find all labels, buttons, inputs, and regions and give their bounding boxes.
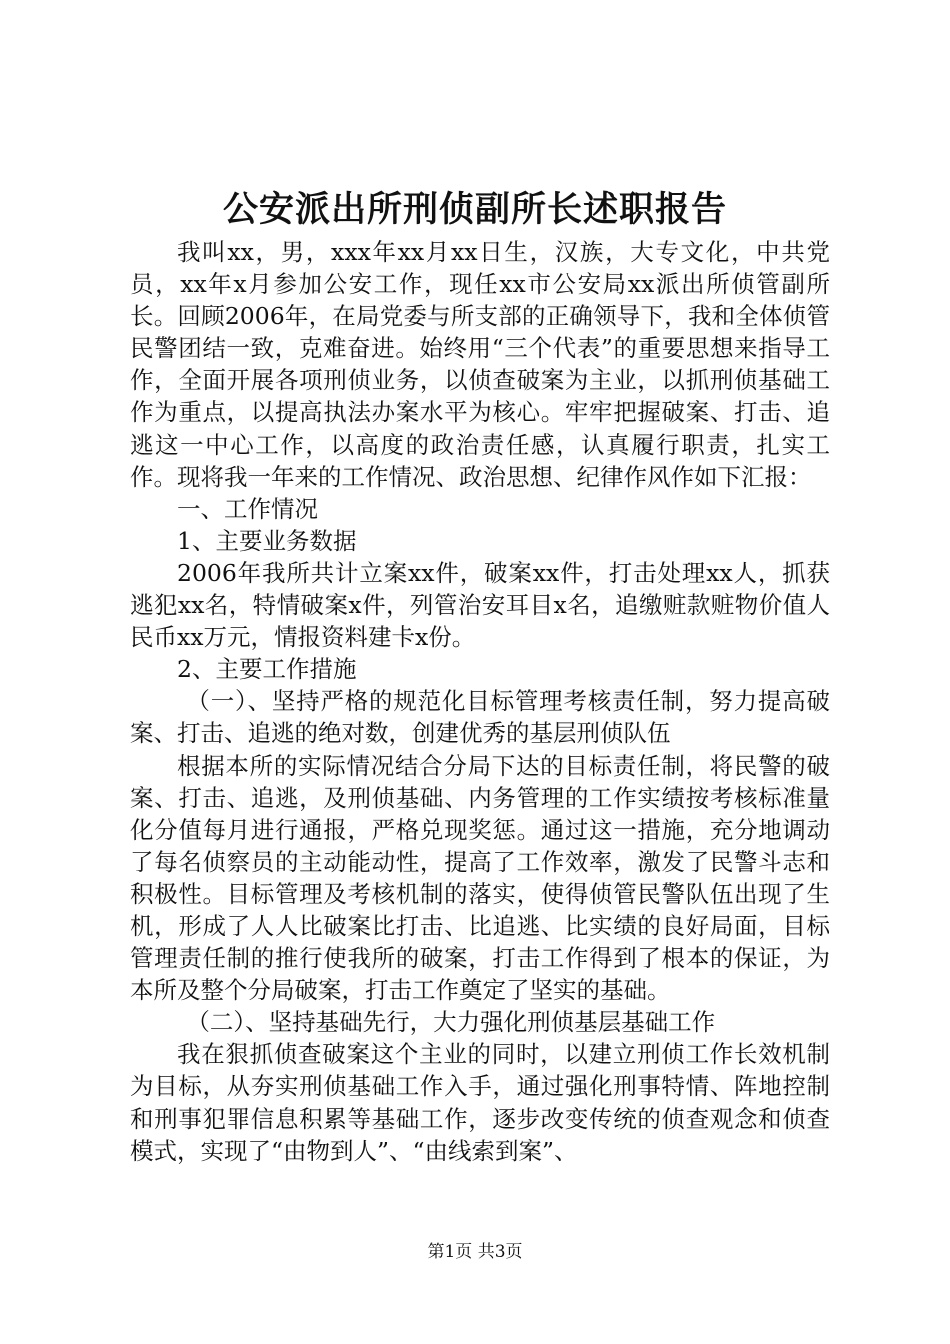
measure-heading: （二）、坚持基础先行，大力强化刑侦基层基础工作 <box>186 1008 716 1037</box>
section-heading: 一、工作情况 <box>177 494 318 523</box>
measure-paragraph: 我在狠抓侦查破案这个主业的同时，以建立刑侦工作长效机制为目标，从夯实刑侦基础工作入手，通过强化刑事特情、阵地控制和刑事犯罪信息积累等基础工作，逐步改变传统的侦查观念和侦查模式，实现了“由物到人”、“由线索到案”、 <box>130 1040 830 1165</box>
measure-paragraph: 根据本所的实际情况结合分局下达的目标责任制，将民警的破案、打击、追逃，及刑侦基础、内务管理的工作实绩按考核标准量化分值每月进行通报，严格兑现奖惩。通过这一措施，充分地调动了每名侦察员的主动能动性，提高了工作效率，激发了民警斗志和积极性。目标管理及考核机制的落实，使得侦管民警队伍出现了生机，形成了人人比破案比打击、比追逃、比实绩的良好局面，目标管理责任制的推行使我所的破案，打击工作得到了根本的保证，为本所及整个分局破案，打击工作奠定了坚实的基础。 <box>130 751 830 1005</box>
document-body <box>130 236 830 1167</box>
subsection-heading: 2、主要工作措施 <box>177 655 357 684</box>
measure-heading: （一）、坚持严格的规范化目标管理考核责任制，努力提高破案、打击、追逃的绝对数，创建优秀的基层刑侦队伍 <box>130 687 830 748</box>
page-number: 第1页 共3页 <box>427 1242 523 1262</box>
document-title: 公安派出所刑侦副所长述职报告 <box>222 189 727 230</box>
intro-paragraph: 我叫xx，男，xxx年xx月xx日生，汉族，大专文化，中共党员，xx年x月参加公安工作，现任xx市公安局xx派出所侦管副所长。回顾2006年，在局党委与所支部的正确领导下，我和全体侦管民警团结一致，克难奋进。始终用“三个代表”的重要思想来指导工作，全面开展各项刑侦业务，以侦查破案为主业，以抓刑侦基础工作为重点，以提高执法办案水平为核心。牢牢把握破案、打击、追逃这一中心工作，以高度的政治责任感，认真履行职责，扎实工作。现将我一年来的工作情况、政治思想、纪律作风作如下汇报： <box>130 238 830 491</box>
subsection-heading: 1、主要业务数据 <box>177 526 357 555</box>
data-paragraph: 2006年我所共计立案xx件，破案xx件，打击处理xx人，抓获逃犯xx名，特情破案x件，列管治安耳目x名，追缴赃款赃物价值人民币xx万元，情报资料建卡x份。 <box>130 558 830 652</box>
